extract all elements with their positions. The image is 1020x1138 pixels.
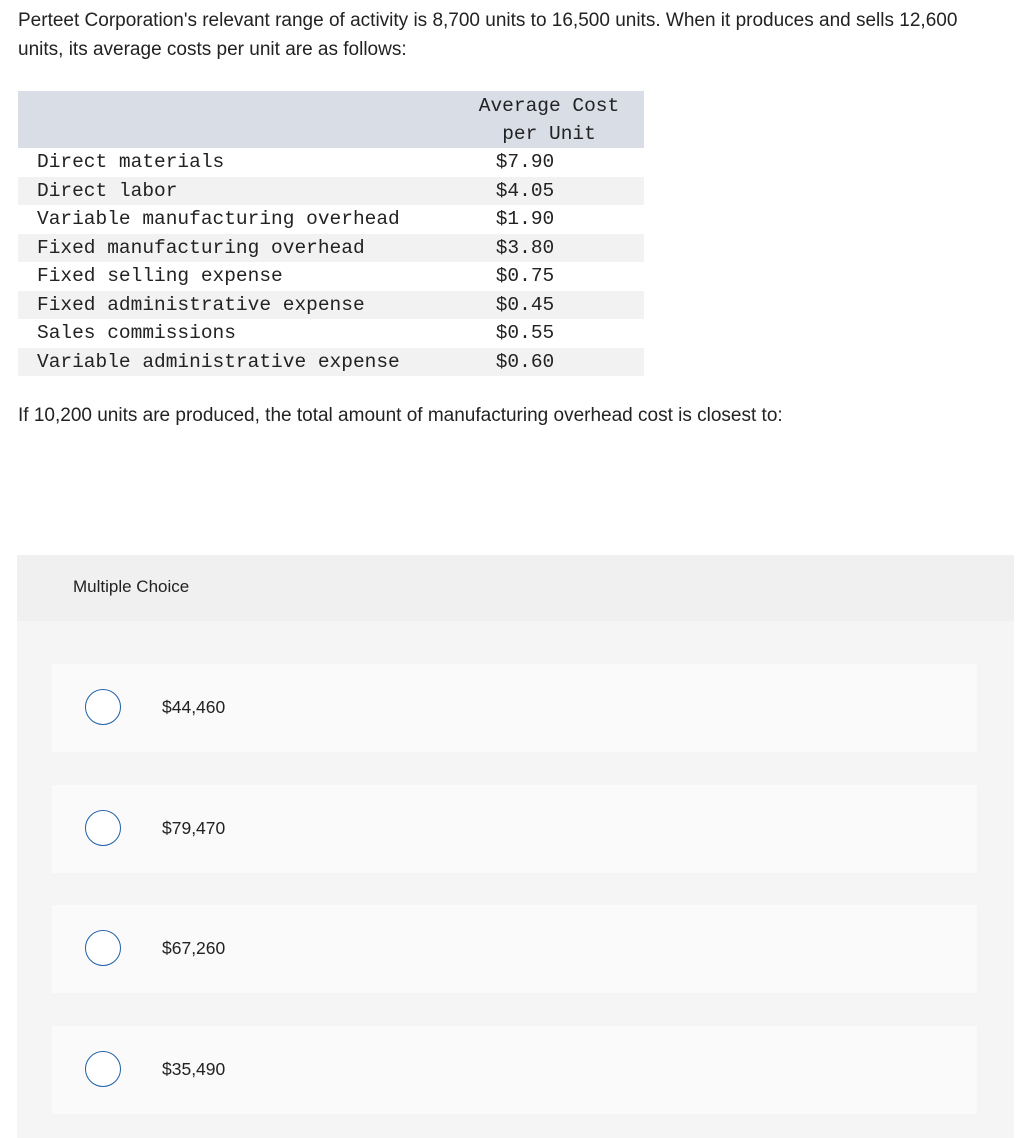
choice-option-4[interactable] — [52, 1026, 977, 1114]
row-value: $0.45 — [454, 291, 644, 320]
choice-option-3[interactable] — [52, 905, 977, 993]
radio-button[interactable] — [85, 689, 121, 725]
row-label: Direct materials — [37, 151, 225, 173]
row-label: Fixed administrative expense — [18, 291, 454, 320]
question-prompt: If 10,200 units are produced, the total amount of manufacturing overhead cost is closest to: — [18, 405, 783, 426]
radio-button[interactable] — [85, 930, 121, 966]
table-row — [18, 234, 644, 263]
row-label: Fixed selling expense — [37, 265, 283, 287]
row-value: $1.90 — [495, 208, 555, 230]
choice-label: $79,470 — [162, 818, 226, 838]
table-row — [18, 319, 644, 348]
cost-table-value-header — [454, 91, 644, 148]
table-row — [18, 205, 644, 234]
multiple-choice-panel — [17, 555, 1014, 1138]
cost-table — [18, 91, 644, 376]
choice-label: $67,260 — [162, 938, 226, 958]
radio-button[interactable] — [85, 1051, 121, 1087]
choice-option-2[interactable] — [52, 785, 977, 873]
question-intro: Perteet Corporation's relevant range of activity is 8,700 units to 16,500 units. When it produces and sells 12,600 units, its average costs per unit are as follows: — [18, 10, 958, 60]
row-label: Variable manufacturing overhead — [37, 208, 400, 230]
value-header-line1: Average Cost — [478, 94, 620, 117]
radio-button[interactable] — [85, 810, 121, 846]
table-row — [18, 348, 644, 377]
row-value: $0.55 — [495, 322, 555, 344]
cost-table-header-row — [18, 91, 644, 148]
table-row — [18, 262, 644, 291]
multiple-choice-title: Multiple Choice — [73, 577, 190, 596]
cost-table-label-header — [18, 91, 454, 148]
choice-option-1[interactable] — [52, 664, 977, 752]
choice-label: $35,490 — [162, 1059, 226, 1079]
row-label: Sales commissions — [37, 322, 236, 344]
table-row — [18, 291, 644, 320]
multiple-choice-header — [17, 555, 1014, 621]
row-label: Fixed manufacturing overhead — [18, 234, 454, 263]
row-value: $3.80 — [454, 234, 644, 263]
row-label: Direct labor — [18, 177, 454, 206]
value-header-line2: per Unit — [502, 122, 596, 145]
table-row — [18, 148, 644, 177]
multiple-choice-options — [17, 621, 1014, 1138]
table-row — [18, 177, 644, 206]
row-value: $4.05 — [454, 177, 644, 206]
row-value: $0.60 — [454, 348, 644, 377]
row-label: Variable administrative expense — [18, 348, 454, 377]
row-value: $0.75 — [495, 265, 555, 287]
row-value: $7.90 — [495, 151, 555, 173]
choice-label: $44,460 — [162, 697, 226, 717]
